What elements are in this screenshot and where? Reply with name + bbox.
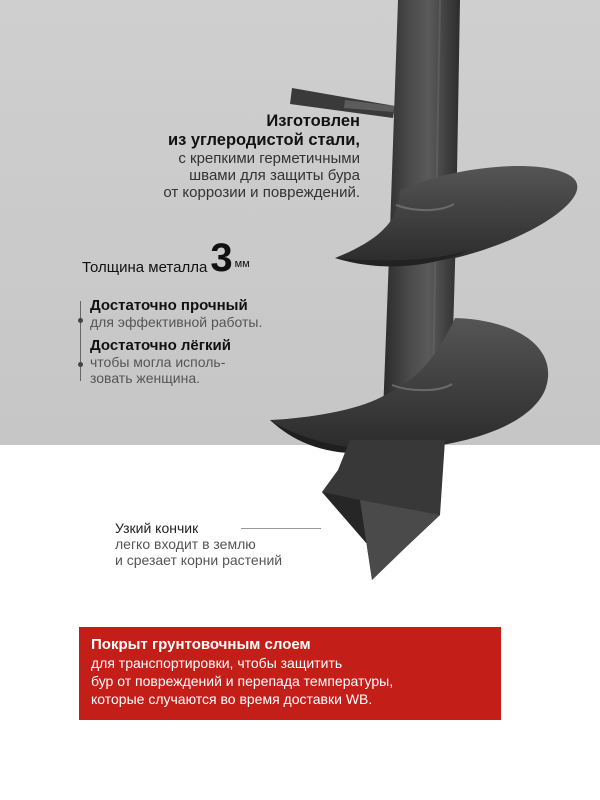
- banner-text-line1: для транспортировки, чтобы защитить: [91, 655, 343, 671]
- tip-text-line1: легко входит в землю: [115, 536, 256, 552]
- tip-text-line2: и срезает корни растений: [115, 552, 283, 568]
- property-light-title: Достаточно лёгкий: [90, 337, 231, 354]
- tip-description: [115, 520, 355, 568]
- metal-thickness: [82, 236, 250, 280]
- thickness-value: 3: [210, 236, 233, 280]
- property-strong-text: для эффективной работы.: [90, 314, 263, 330]
- property-light-text-line2: зовать женщина.: [90, 370, 201, 386]
- material-text-line4: швами для защиты бура: [189, 167, 360, 184]
- property-strong-title: Достаточно прочный: [90, 297, 248, 314]
- upper-blade: [335, 166, 577, 265]
- banner-text-line2: бур от повреждений и перепада температуры,: [91, 673, 394, 689]
- thickness-unit: мм: [234, 258, 250, 270]
- thickness-label: Толщина металла: [82, 259, 208, 276]
- material-title-line2: из углеродистой стали,: [167, 131, 360, 149]
- banner-title: Покрыт грунтовочным слоем: [91, 636, 311, 653]
- material-description: [100, 112, 360, 201]
- primer-coating-banner: [79, 627, 501, 720]
- banner-text-line3: которые случаются во время доставки WB.: [91, 691, 373, 707]
- material-title-line1: Изготовлен: [266, 112, 360, 130]
- bullet-dot: [78, 318, 83, 323]
- tip-title: Узкий кончик: [115, 520, 199, 536]
- properties-divider: [80, 301, 81, 381]
- material-text-line5: от коррозии и повреждений.: [163, 184, 360, 201]
- bullet-dot: [78, 362, 83, 367]
- material-text-line3: с крепкими герметичными: [178, 150, 360, 167]
- property-light-text-line1: чтобы могла исполь-: [90, 354, 226, 370]
- properties-list: [90, 298, 330, 386]
